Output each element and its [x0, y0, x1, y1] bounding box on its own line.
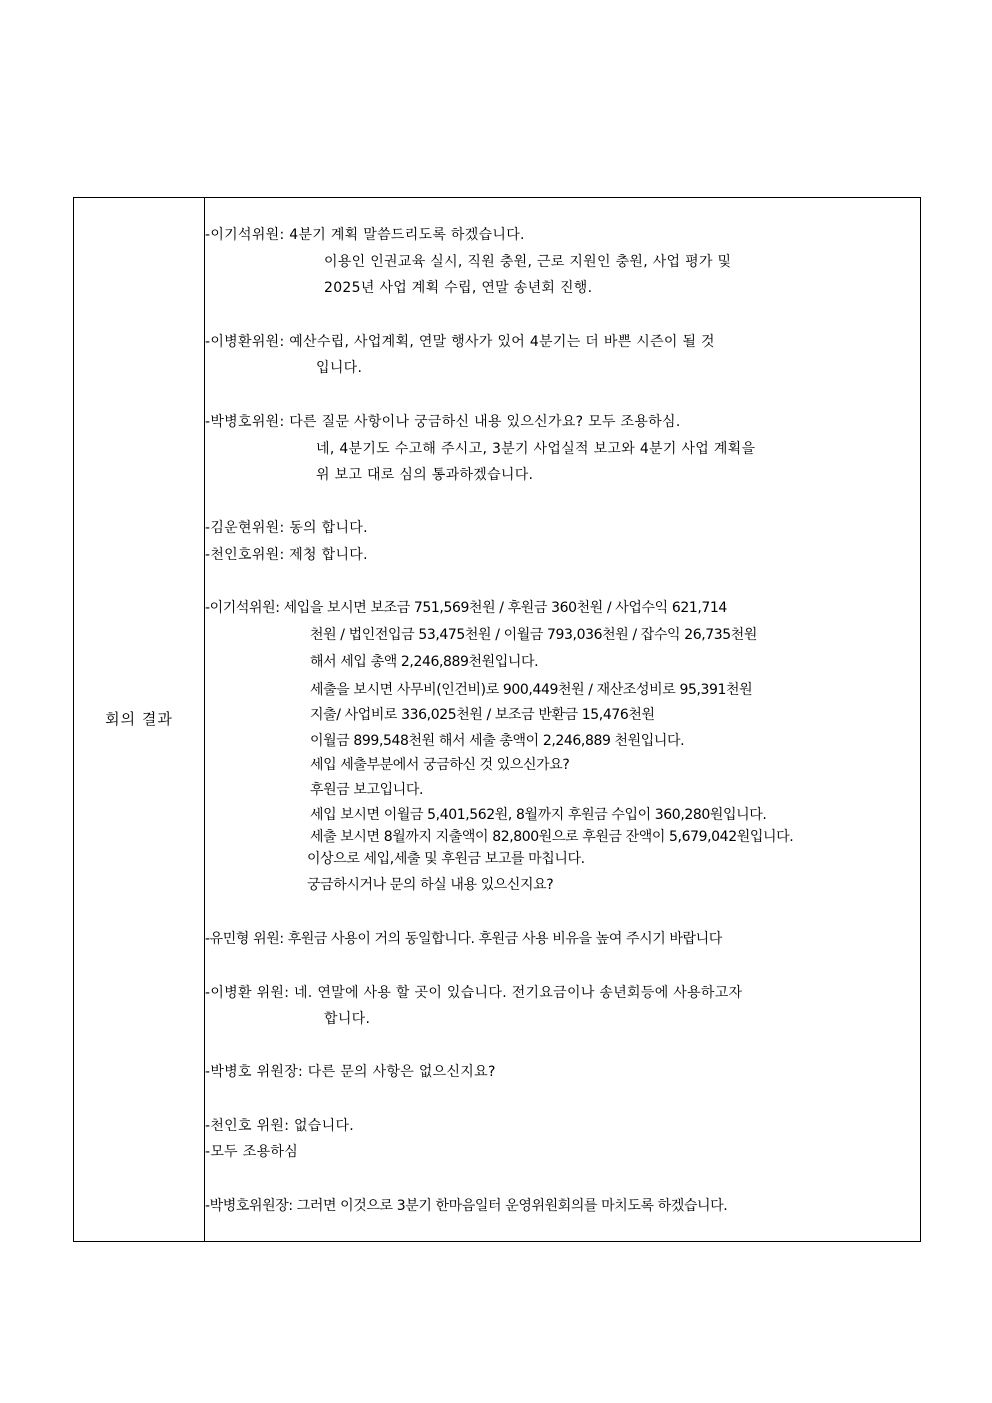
minutes-line: -박병호위원장: 그러면 이것으로 3분기 한마음일터 운영위원회의를 마치도록 하겠습니다. — [205, 1198, 728, 1214]
minutes-line: 2025년 사업 계획 수립, 연말 송년회 진행. — [324, 280, 593, 296]
minutes-line: -이병환 위원: 네. 연말에 사용 할 곳이 있습니다. 전기요금이나 송년회등에 사용하고자 — [205, 985, 743, 1001]
minutes-line: 지출/ 사업비로 336,025천원 / 보조금 반환금 15,476천원 — [310, 707, 655, 723]
minutes-line: -박병호 위원장: 다른 문의 사항은 없으신지요? — [205, 1064, 496, 1080]
minutes-line: -이기석위원: 4분기 계획 말씀드리도록 하겠습니다. — [205, 227, 525, 243]
label-cell — [74, 198, 205, 1241]
minutes-line: 후원금 보고입니다. — [310, 782, 424, 798]
minutes-line: 이용인 인권교육 실시, 직원 충원, 근로 지원인 충원, 사업 평가 및 — [324, 254, 732, 270]
minutes-line: 궁금하시거나 문의 하실 내용 있으신지요? — [307, 877, 554, 893]
meeting-result-label: 회의 결과 — [105, 710, 173, 728]
minutes-line: -모두 조용하심 — [205, 1144, 299, 1160]
minutes-line: 위 보고 대로 심의 통과하겠습니다. — [316, 467, 534, 483]
minutes-line: 세출 보시면 8월까지 지출액이 82,800원으로 후원금 잔액이 5,679,042원입니다. — [310, 829, 794, 845]
minutes-line: 해서 세입 총액 2,246,889천원입니다. — [310, 654, 539, 670]
minutes-line: 세입 보시면 이월금 5,401,562원, 8월까지 후원금 수입이 360,280원입니다. — [310, 807, 767, 823]
minutes-line: 세출을 보시면 사무비(인건비)로 900,449천원 / 재산조성비로 95,391천원 — [310, 682, 753, 698]
minutes-line: 네, 4분기도 수고해 주시고, 3분기 사업실적 보고와 4분기 사업 계획을 — [316, 441, 756, 457]
minutes-table — [73, 197, 921, 1242]
minutes-line: -천인호 위원: 없습니다. — [205, 1118, 355, 1134]
minutes-line: 입니다. — [316, 360, 363, 376]
minutes-line: -박병호위원: 다른 질문 사항이나 궁금하신 내용 있으신가요? 모두 조용하심. — [205, 414, 681, 430]
minutes-line: -천인호위원: 제청 합니다. — [205, 547, 368, 563]
minutes-line: -김운현위원: 동의 합니다. — [205, 520, 368, 536]
minutes-line: -이병환위원: 예산수립, 사업계획, 연말 행사가 있어 4분기는 더 바쁜 시즌이 될 것 — [205, 334, 715, 350]
minutes-line: 이월금 899,548천원 해서 세출 총액이 2,246,889 천원입니다. — [310, 733, 685, 749]
minutes-line: 합니다. — [324, 1011, 371, 1027]
minutes-line: 천원 / 법인전입금 53,475천원 / 이월금 793,036천원 / 잡수익 26,735천원 — [310, 627, 758, 643]
minutes-line: -이기석위원: 세입을 보시면 보조금 751,569천원 / 후원금 360천원 / 사업수익 621,714 — [205, 600, 727, 616]
minutes-line: 세입 세출부분에서 궁금하신 것 있으신가요? — [310, 757, 570, 773]
minutes-line: -유민형 위원: 후원금 사용이 거의 동일합니다. 후원금 사용 비유을 높여 주시기 바랍니다 — [205, 931, 722, 947]
minutes-line: 이상으로 세입,세출 및 후원금 보고를 마칩니다. — [307, 851, 585, 867]
